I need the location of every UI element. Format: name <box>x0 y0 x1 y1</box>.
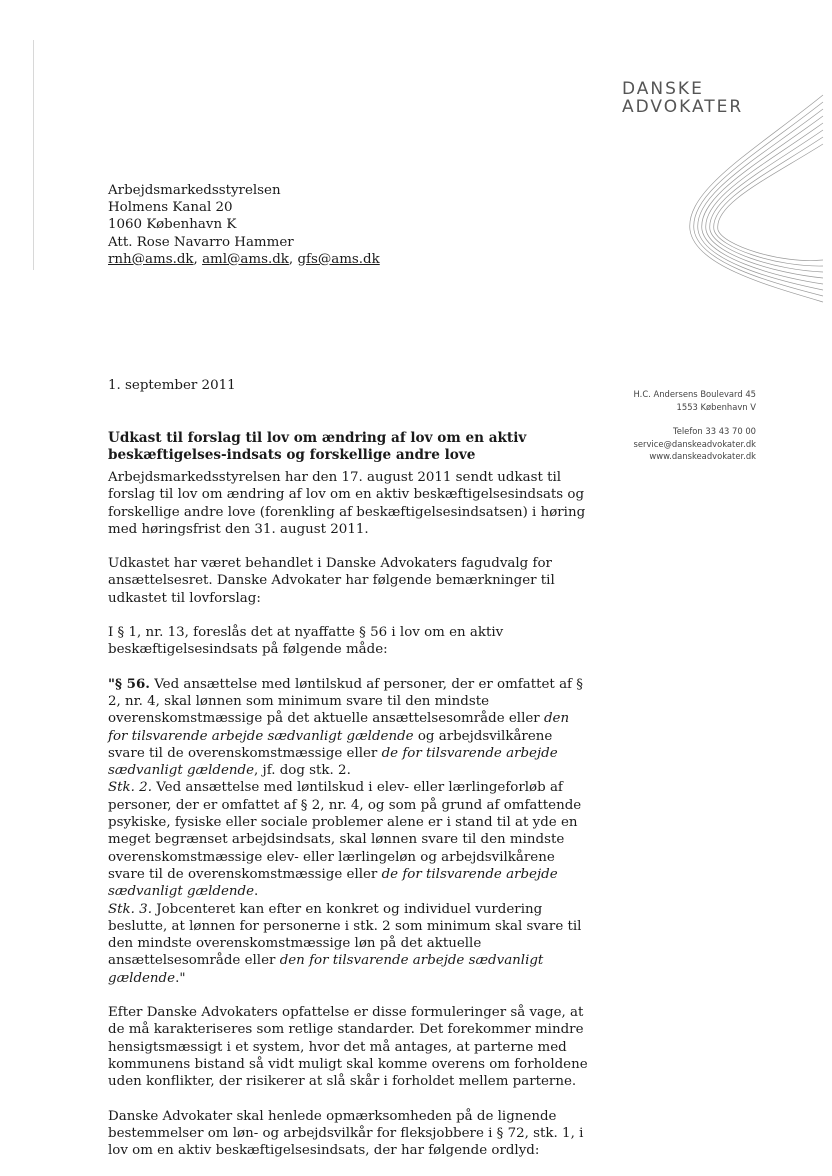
letter-date: 1. september 2011 <box>108 378 236 393</box>
recipient-emails: rnh@ams.dk, aml@ams.dk, gfs@ams.dk <box>108 251 380 267</box>
sender-city: 1553 København V <box>676 401 756 412</box>
paragraph: I § 1, nr. 13, foreslås det at nyaffatte § 56 i lov om en aktiv beskæftigelsesindsats på følgende måde: <box>108 625 504 658</box>
logo-swoosh-graphic <box>675 90 825 315</box>
paragraph: Arbejdsmarkedsstyrelsen har den 17. august 2011 sendt udkast til forslag til lov om ændring af lov om en aktiv beskæftigelsesindsats og forskellige andre love (forenkling af beskæftigelsesindsatsen) i høring med høringsfrist den 31. august 2011. <box>108 470 586 537</box>
logo-line-1: DANSKE <box>622 79 704 99</box>
recipient-org: Arbejdsmarkedsstyrelsen <box>108 183 281 198</box>
paragraph: Danske Advokater skal henlede opmærksomheden på de lignende bestemmelser om løn- og arbejdsvilkår for fleksjobbere i § 72, stk. 1, i lov om en aktiv beskæftigelsesindsats, der har følgende ordlyd: <box>108 1108 584 1159</box>
section-label: Stk. 3. <box>108 901 152 917</box>
sender-street: H.C. Andersens Boulevard 45 <box>633 389 756 399</box>
email-link[interactable]: aml@ams.dk <box>202 251 289 267</box>
letter-body <box>108 469 592 1176</box>
recipient-street: Holmens Kanal 20 <box>108 200 233 216</box>
sender-info <box>600 388 756 463</box>
recipient-attn: Att. Rose Navarro Hammer <box>108 234 294 250</box>
sender-phone: Telefon 33 43 70 00 <box>673 426 756 437</box>
section-label: § 56. <box>114 675 150 692</box>
paragraph: Udkastet har været behandlet i Danske Advokaters fagudvalg for ansættelsesret. Danske Advokater har følgende bemærkninger til udkastet til lovforslag: <box>108 556 555 606</box>
recipient-address <box>108 182 380 268</box>
margin-rule <box>33 40 34 270</box>
letter-title: Udkast til forslag til lov om ændring af lov om en aktiv beskæftigelses-indsats og forskellige andre love <box>108 430 527 463</box>
logo-line-2: ADVOKATER <box>622 97 744 117</box>
sender-web: www.danskeadvokater.dk <box>649 451 756 462</box>
recipient-city: 1060 København K <box>108 217 237 233</box>
quote-stk-2: Stk. 2. Ved ansættelse med løntilskud i elev- eller lærlingeforløb af personer, der er omfattet af § 2, nr. 4, og som på grund af omfattende psykiske, fysiske eller sociale problemer alene er i stand til at yde en meget begrænset arbejdsindsats, skal lønnen svare til den mindste overenskomstmæssige elev- eller lærlingeløn og arbejdsvilkårene svare til de overenskomstmæssige eller de for tilsvarende arbejde sædvanligt gældende. <box>108 780 582 900</box>
paragraph: Efter Danske Advokaters opfattelse er disse formuleringer så vage, at de må karakteriseres som retlige standarder. Det forekommer mindre hensigtsmæssigt i et system, hvor det må antages, at parterne med kommunens bistand så vidt muligt skal komme overens om forholdene uden konflikter, der risikerer at slå skår i forholdet mellem parterne. <box>108 1005 588 1090</box>
section-label: Stk. 2. <box>108 780 152 796</box>
sender-email: service@danskeadvokater.dk <box>633 438 756 449</box>
quote-section-56: "§ 56. Ved ansættelse med løntilskud af personer, der er omfattet af § 2, nr. 4, skal lønnen som minimum svare til den mindste overenskomstmæssige på det aktuelle ansættelsesområde eller den for tilsvarende arbejde sædvanligt gældende og arbejdsvilkårene svare til de overenskomstmæssige eller de for tilsvarende arbejde sædvanligt gældende, jf. dog stk. 2. <box>108 675 583 779</box>
email-link[interactable]: rnh@ams.dk <box>108 251 194 267</box>
quote-stk-3: Stk. 3. Jobcenteret kan efter en konkret og individuel vurdering beslutte, at lønnen for personerne i stk. 2 som minimum skal svare til den mindste overenskomstmæssige løn på det aktuelle ansættelsesområde eller den for tilsvarende arbejde sædvanligt gældende." <box>108 901 582 986</box>
email-link[interactable]: gfs@ams.dk <box>297 251 380 267</box>
quoted-provision <box>108 676 592 987</box>
